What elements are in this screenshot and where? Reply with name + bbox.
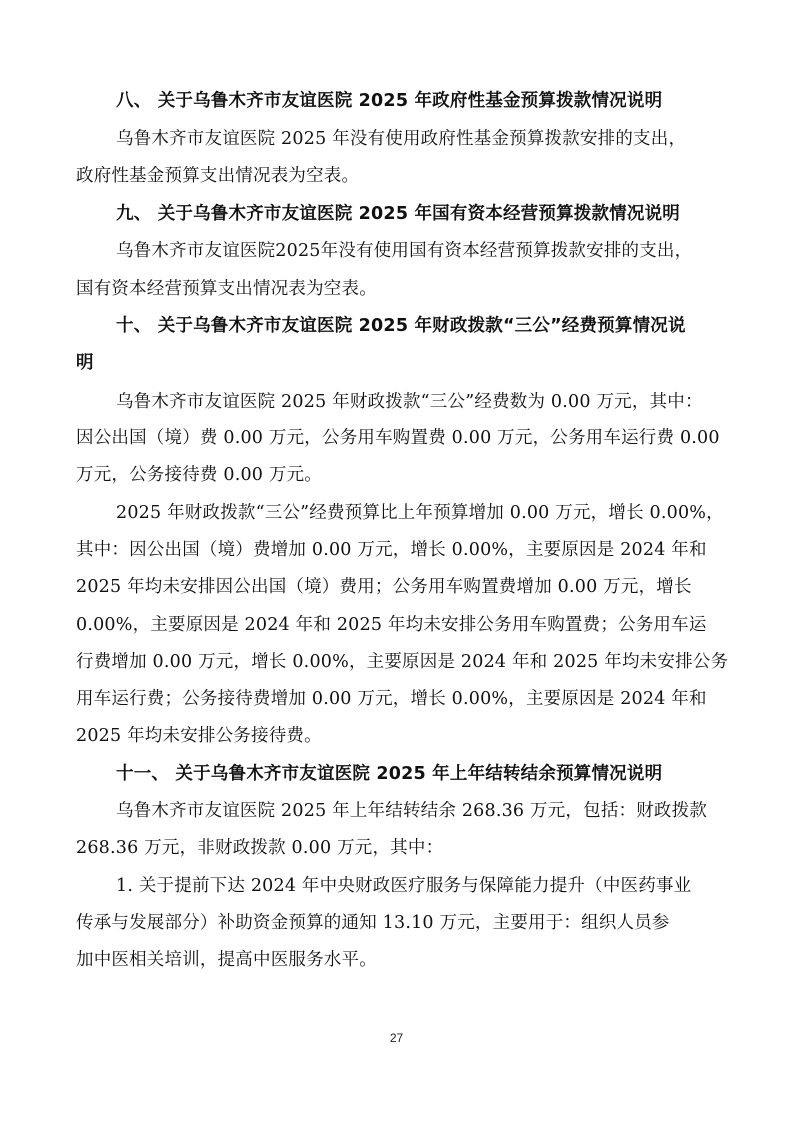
paragraph-line: 乌鲁木齐市友谊医院 2025 年没有使用政府性基金预算拨款安排的支出，	[116, 129, 687, 149]
list-item-1: 1. 关于提前下达 2024 年中央财政医疗服务与保障能力提升（中医药事业	[116, 876, 692, 896]
paragraph-line: 用车运行费；公务接待费增加 0.00 万元，增长 0.00%，主要原因是 2024 年和	[76, 689, 707, 709]
paragraph-line: 0.00%，主要原因是 2024 年和 2025 年均未安排公务用车购置费；公务用车运	[76, 615, 707, 635]
section-heading-8: 八、 关于乌鲁木齐市友谊医院 2025 年政府性基金预算拨款情况说明	[116, 91, 663, 111]
paragraph-line: 其中：因公出国（境）费增加 0.00 万元，增长 0.00%，主要原因是 2024 年和	[76, 540, 707, 560]
page-number: 27	[389, 1031, 404, 1045]
paragraph-line: 乌鲁木齐市友谊医院 2025 年上年结转结余 268.36 万元，包括：财政拨款	[116, 801, 708, 821]
paragraph-line: 乌鲁木齐市友谊医院 2025 年财政拨款“三公”经费数为 0.00 万元，其中：	[116, 392, 703, 412]
paragraph-line: 行费增加 0.00 万元，增长 0.00%，主要原因是 2024 年和 2025 年均未安排公务	[76, 652, 729, 672]
paragraph-line: 加中医相关培训，提高中医服务水平。	[76, 950, 377, 970]
section-heading-10-continued: 明	[76, 353, 94, 373]
paragraph-line: 2025 年财政拨款“三公”经费预算比上年预算增加 0.00 万元，增长 0.00%，	[116, 503, 724, 523]
paragraph-line: 2025 年均未安排因公出国（境）费用；公务用车购置费增加 0.00 万元，增长	[76, 577, 692, 597]
paragraph-line: 国有资本经营预算支出情况表为空表。	[76, 279, 377, 299]
section-heading-10: 十、 关于乌鲁木齐市友谊医院 2025 年财政拨款“三公”经费预算情况说	[116, 316, 686, 336]
paragraph-line: 268.36 万元，非财政拨款 0.00 万元，其中：	[76, 838, 444, 858]
paragraph-line: 万元，公务接待费 0.00 万元。	[76, 465, 322, 485]
paragraph-line: 政府性基金预算支出情况表为空表。	[76, 166, 360, 186]
section-heading-9: 九、 关于乌鲁木齐市友谊医院 2025 年国有资本经营预算拨款情况说明	[116, 204, 680, 224]
paragraph-line: 2025 年均未安排公务接待费。	[76, 726, 322, 746]
paragraph-line: 传承与发展部分）补助资金预算的通知 13.10 万元，主要用于：组织人员参	[76, 913, 670, 933]
paragraph-line: 因公出国（境）费 0.00 万元，公务用车购置费 0.00 万元，公务用车运行费 0.00	[76, 428, 720, 448]
section-heading-11: 十一、 关于乌鲁木齐市友谊医院 2025 年上年结转结余预算情况说明	[116, 764, 663, 784]
paragraph-line: 乌鲁木齐市友谊医院2025年没有使用国有资本经营预算拨款安排的支出，	[116, 241, 693, 261]
